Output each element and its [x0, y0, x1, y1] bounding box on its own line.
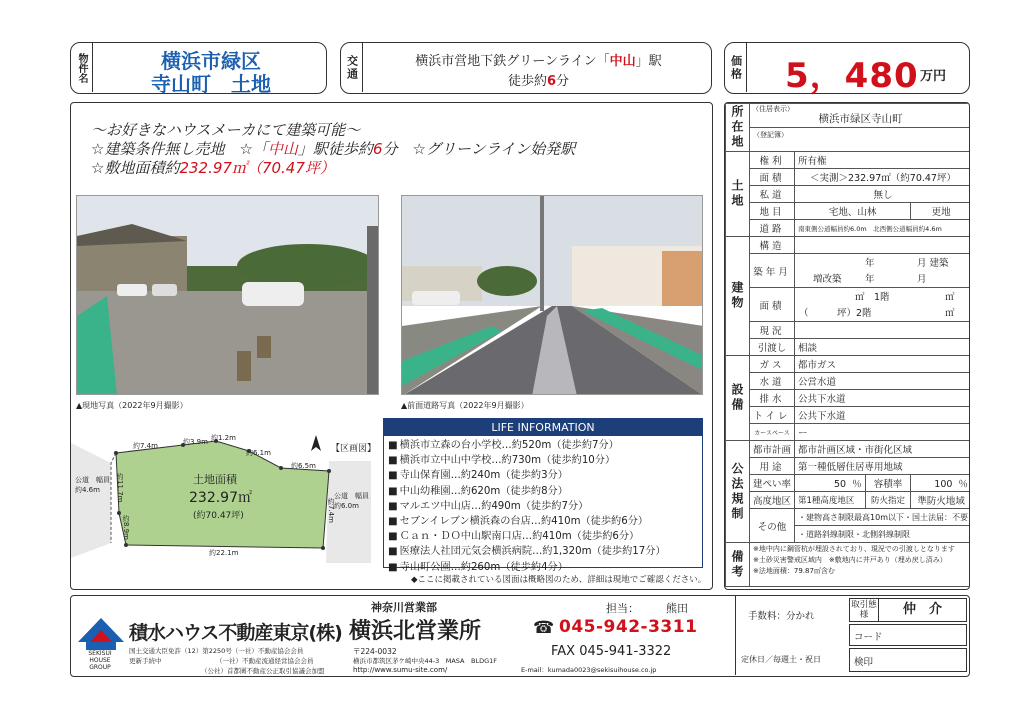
- floor-2-unit: ㎡: [945, 308, 955, 319]
- site-photo-caption: ▲現地写真（2022年9月撮影）: [76, 401, 188, 410]
- promo-line1: ～お好きなハウスメーカにて建築可能～: [91, 121, 361, 139]
- far-pct: ％: [958, 479, 968, 490]
- bcr-pct: ％: [852, 479, 862, 490]
- company-logo-icon: [76, 612, 126, 652]
- carport-key: カースペース: [750, 424, 795, 441]
- website-link[interactable]: http://www.sumu-site.com/: [353, 666, 448, 674]
- dim-8: 約7.4m: [327, 498, 335, 523]
- promo-walk-label: 」駅徒歩約: [297, 140, 373, 158]
- transport-station-suffix: 」駅: [635, 54, 662, 69]
- built-year: 年: [865, 258, 875, 269]
- handover-value: 相談: [795, 339, 970, 356]
- life-item: ■ 横浜市立中山中学校…約730m（徒歩約10分）: [388, 453, 698, 468]
- height-key: 高度地区: [750, 492, 795, 509]
- life-item: ■ セブンイレブン横浜森の台店…約410m（徒歩約6分）: [388, 514, 698, 529]
- torihiki-label: 取引態様: [849, 598, 879, 622]
- dim-4: 約6.5m: [291, 462, 316, 470]
- life-item: ■ マルエツ中山店…約490m（徒歩約7分）: [388, 499, 698, 514]
- walk-unit: 分: [556, 74, 570, 89]
- promo-condition: ☆建築条件無し売地 ☆「: [91, 140, 268, 158]
- kenin-label: 検印: [849, 648, 967, 672]
- drain-key: 排水: [750, 390, 795, 407]
- license-3: （公社）首都圏不動産公正取引協議会加盟: [201, 667, 325, 675]
- location-label: 所在地: [726, 104, 750, 152]
- dim-0: 約7.4m: [133, 442, 158, 450]
- dim-3: 約6.1m: [246, 449, 271, 457]
- phone-number[interactable]: 045-942-3311: [559, 617, 698, 637]
- area-key: 面積: [750, 169, 795, 186]
- bcr-key: 建ぺい率: [750, 475, 795, 492]
- reno-label: 増改築: [813, 274, 842, 285]
- north-arrow-icon: [311, 435, 321, 451]
- renew-label: 更新手続中: [129, 657, 162, 665]
- group-line1: SEKISUI HOUSE: [88, 650, 112, 664]
- code-label: コード: [849, 624, 967, 646]
- company-name: 積水ハウス不動産東京(株): [129, 622, 342, 644]
- fire-value: 準防火地域: [911, 492, 970, 509]
- group-line2: GROUP: [89, 664, 111, 671]
- dim-5: 約22.1m: [209, 549, 239, 557]
- dim-7: 約11.7m: [116, 473, 124, 503]
- phone-icon: ☎: [533, 618, 555, 638]
- address: 横浜市緑区寺山町: [818, 113, 903, 125]
- reno-month: 月: [917, 274, 927, 285]
- plot-title: 【区画図】: [331, 444, 377, 454]
- private-road-key: 私道: [750, 186, 795, 203]
- walk-label: 徒歩約: [507, 74, 547, 89]
- land-label: 土地: [726, 152, 750, 237]
- life-info-list: [384, 436, 702, 577]
- reno-year: 年: [865, 274, 875, 285]
- group-label: [77, 650, 123, 671]
- equip-label: 設備: [726, 356, 750, 441]
- holiday-label: 定休日／毎週土・祝日: [741, 655, 821, 664]
- bcr-value: 50: [833, 479, 847, 490]
- transport-line1: [371, 50, 706, 69]
- property-name-label: 物件名: [71, 43, 93, 92]
- price-label: 価格: [725, 43, 747, 92]
- far-key: 容積率: [865, 475, 911, 492]
- gas-key: ガス: [750, 356, 795, 373]
- property-name-box: [70, 42, 327, 94]
- walk-minutes: 6: [546, 74, 557, 89]
- life-item: ■ 中山幼稚園…約620m（徒歩約8分）: [388, 484, 698, 499]
- floor-1-unit: ㎡: [945, 292, 955, 303]
- price-box: [724, 42, 970, 94]
- use-key: 用途: [750, 458, 795, 475]
- height-value: 第1種高度地区: [795, 492, 866, 509]
- license-2: （一社）不動産流通経営協会会員: [216, 657, 314, 665]
- footer-right: [735, 596, 970, 675]
- other-value2: ・道路斜線制限・北側斜線制限: [795, 526, 970, 543]
- right-value: 所有権: [795, 152, 970, 169]
- status-key: 現況: [750, 322, 795, 339]
- right-key: 権利: [750, 152, 795, 169]
- road-value: 南東側公道幅員約6.0m 北西側公道幅員約4.6m: [795, 220, 970, 237]
- other-value1: ・建物高さ制限最高10m以下・国土法届：不要: [795, 509, 970, 526]
- chimoku-value1: 宅地、山林: [795, 203, 911, 220]
- handover-key: 引渡し: [750, 339, 795, 356]
- diagram-note: ◆ここに掲載されている図面は概略図のため、詳細は現地でご確認ください。: [411, 575, 707, 585]
- promo-area-value: 232.97㎡（70.47坪）: [179, 159, 335, 177]
- road-photo: [401, 195, 703, 395]
- floor-key: 面積: [750, 288, 795, 322]
- tanto-name: 熊田: [666, 602, 688, 615]
- site-photo: [76, 195, 379, 395]
- road-photo-caption: ▲前面道路写真（2022年9月撮影）: [401, 401, 529, 410]
- carport-value: ー: [795, 424, 970, 441]
- plot-area-label: 土地面積: [193, 473, 237, 486]
- fee-label: 手数料：分かれ: [748, 611, 815, 622]
- price-value: 5，480: [785, 56, 919, 96]
- footer: [70, 595, 970, 677]
- area-value: ＜実測＞232.97㎡（約70.47坪）: [795, 169, 970, 186]
- toilet-key: トイレ: [750, 407, 795, 424]
- floor-1: ㎡ 1階: [855, 292, 890, 303]
- transport-label: 交通: [341, 43, 363, 92]
- other-key: その他: [750, 509, 795, 543]
- fire-key: 防火指定: [865, 492, 911, 509]
- plot-area-value: 232.97㎡: [189, 490, 252, 506]
- chukai-label: 仲 介: [879, 598, 967, 622]
- email-link[interactable]: E-mail：kumada0023@sekisuihouse.co.jp: [521, 666, 657, 674]
- property-title-line2: 寺山町 土地: [151, 72, 271, 96]
- site-photo-image: [77, 196, 379, 395]
- life-item: ■ 寺山保育園…約240m（徒歩約3分）: [388, 468, 698, 483]
- far-value: 100: [934, 479, 953, 490]
- dim-2: 約1.2m: [211, 434, 236, 442]
- water-key: 水道: [750, 373, 795, 390]
- promo-line2: [91, 138, 575, 159]
- addr-small: （住居表示）: [752, 105, 794, 113]
- license-1: 国土交通大臣免許（12）第2250号（一社）不動産協会会員: [129, 647, 304, 655]
- private-road-value: 無し: [795, 186, 970, 203]
- use-value: 第一種低層住居専用地域: [795, 458, 970, 475]
- road-photo-image: [402, 196, 703, 395]
- fax-number: FAX 045-941-3322: [551, 644, 672, 659]
- road-south-label: 公道 幅員 約4.6m: [75, 476, 110, 494]
- promo-walk: 6: [372, 140, 383, 158]
- plot-area-tsubo: (約70.47坪): [193, 511, 244, 521]
- promo-area-label: ☆敷地面積約: [91, 159, 180, 177]
- reg-small: （登記簿）: [753, 131, 788, 139]
- gas-value: 都市ガス: [795, 356, 970, 373]
- road-key: 道路: [750, 220, 795, 237]
- spec-table: [725, 103, 970, 587]
- spec-table-wrap: [724, 102, 970, 590]
- station-name: 中山: [609, 54, 636, 69]
- price-unit: 万円: [920, 69, 947, 84]
- water-value: 公営水道: [795, 373, 970, 390]
- transport-line-name: 横浜市営地下鉄グリーンライン「: [415, 54, 610, 69]
- remark-label: 備考: [726, 543, 750, 587]
- dim-6: 約8.9m: [122, 515, 130, 540]
- road-east-label: 公道 幅員 約6.0m: [334, 492, 369, 510]
- life-item: ■ 寺山町公園…約260m（徒歩約4分）: [388, 560, 698, 575]
- plan-value: 都市計画区域・市街化区域: [795, 441, 970, 458]
- promo-station: 中山: [267, 140, 298, 158]
- chimoku-key: 地目: [750, 203, 795, 220]
- toilet-value: 公共下水道: [795, 407, 970, 424]
- office-address: 横浜市都筑区茅ケ崎中央44-3 MASA BLDG1F: [353, 657, 497, 665]
- plan-key: 都市計画: [750, 441, 795, 458]
- zip-code: 〒224-0032: [353, 647, 397, 656]
- dim-1: 約3.9m: [183, 438, 208, 446]
- transport-box: [340, 42, 712, 94]
- floor-2: （ 坪）2階: [799, 308, 872, 319]
- office-name: 横浜北営業所: [349, 619, 482, 644]
- remark-3: ※法地面積：79.87㎡含む: [753, 567, 835, 575]
- life-item: ■ Ｃａｎ・ＤＯ中山駅南口店…約410m（徒歩約6分）: [388, 529, 698, 544]
- chimoku-value2: 更地: [911, 203, 970, 220]
- remark-2: ※土砂災害警戒区域内 ※敷地内に井戸あり（埋め戻し済み）: [753, 556, 947, 564]
- remark-1: ※地中内に鋼管杭が埋設されており、現況での引渡しとなります: [753, 545, 955, 553]
- structure-key: 構造: [750, 237, 795, 254]
- dept-name: 神奈川営業部: [371, 601, 437, 614]
- built-month: 月 建築: [917, 258, 949, 269]
- law-label: 公法規制: [726, 441, 750, 543]
- life-info-panel: [383, 418, 703, 573]
- promo-line3: [91, 157, 335, 178]
- life-item: ■ 医療法人社団元気会横浜病院…約1,320m（徒歩約17分）: [388, 544, 698, 559]
- tanto-label: 担当：: [606, 602, 639, 615]
- main-panel: [70, 102, 713, 590]
- property-title-line1: 横浜市緑区: [161, 49, 261, 73]
- built-key: 築年月: [750, 254, 795, 288]
- life-item: ■ 横浜市立森の台小学校…約520m（徒歩約7分）: [388, 438, 698, 453]
- transport-line2: [371, 70, 706, 89]
- promo-line-start: 分 ☆グリーンライン始発駅: [382, 140, 576, 158]
- building-label: 建物: [726, 237, 750, 356]
- drain-value: 公共下水道: [795, 390, 970, 407]
- south-road: [71, 443, 111, 558]
- life-info-title: LIFE INFORMATION: [384, 419, 702, 436]
